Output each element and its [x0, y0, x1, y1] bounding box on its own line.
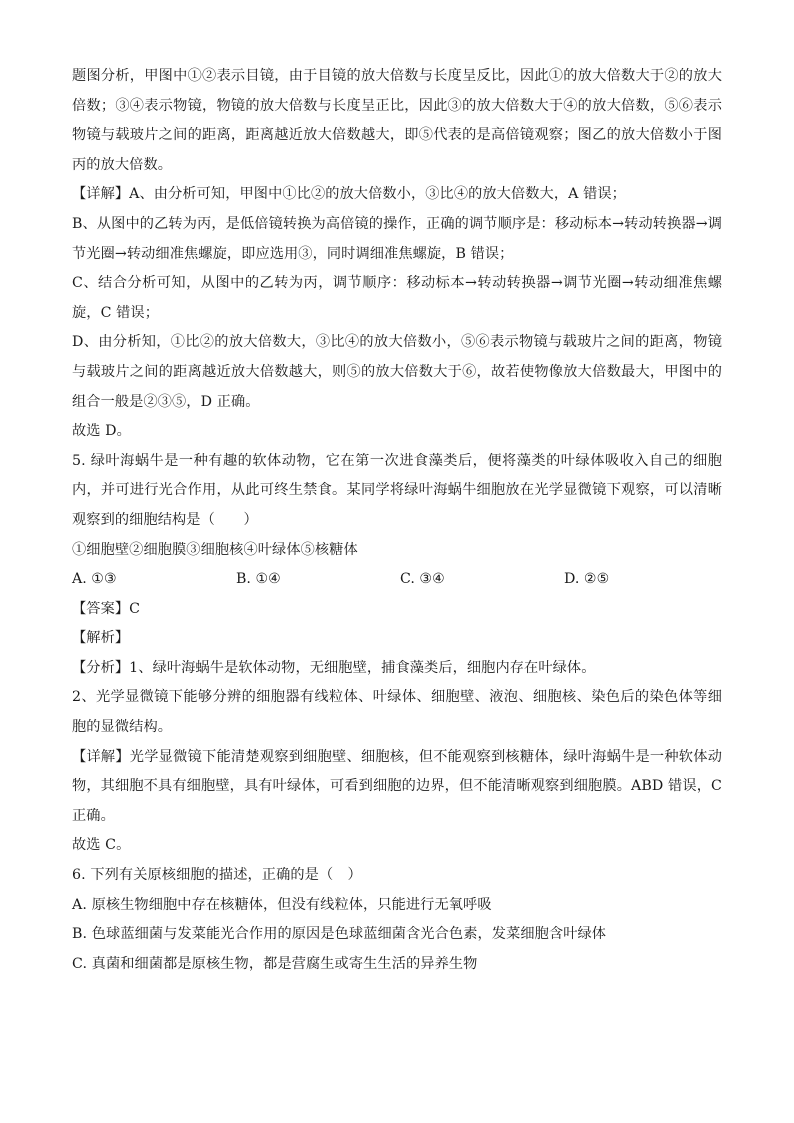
question-5-structures: ①细胞壁②细胞膜③细胞核④叶绿体⑤核糖体 [72, 541, 358, 558]
q5-option-c: C. ③④ [400, 571, 445, 588]
q5-answer: 【答案】C [72, 600, 141, 617]
analysis-paragraph: 题图分析，甲图中①②表示目镜，由于目镜的放大倍数与长度呈反比，因此①的放大倍数大于②的放大倍数；③④表示物镜，物镜的放大倍数与长度呈正比，因此③的放大倍数大于④的放大倍数，⑤⑥表示物镜与载玻片之间的距离，距离越近放大倍数越大，即⑤代表的是高倍镜观察；图乙的放大倍数小于图丙的放大倍数。 [72, 68, 722, 173]
q6-option-a: A. 原核生物细胞中存在核糖体，但没有线粒体，只能进行无氧呼吸 [72, 896, 492, 913]
q5-analysis-2: 2、光学显微镜下能够分辨的细胞器有线粒体、叶绿体、细胞壁、液泡、细胞核、染色后的染色体等细胞的显微结构。 [72, 689, 722, 736]
q6-option-c: C. 真菌和细菌都是原核生物，都是营腐生或寄生生活的异养生物 [72, 955, 478, 972]
q6-option-b: B. 色球蓝细菌与发菜能光合作用的原因是色球蓝细菌含光合色素，发菜细胞含叶绿体 [72, 926, 607, 943]
detail-option-b: B、从图中的乙转为丙，是低倍镜转换为高倍镜的操作，正确的调节顺序是：移动标本→转动转换器→调节光圈→转动细准焦螺旋，即应选用③，同时调细准焦螺旋，B 错误； [72, 215, 722, 262]
detail-option-d: D、由分析知，①比②的放大倍数大，③比④的放大倍数小，⑤⑥表示物镜与载玻片之间的距离，物镜与载玻片之间的距离越近放大倍数越大，则⑤的放大倍数大于⑥，故若使物像放大倍数最大，甲图中的组合一般是②③⑤，D 正确。 [72, 334, 722, 410]
question-5-stem: 5. 绿叶海蜗牛是一种有趣的软体动物，它在第一次进食藻类后，便将藻类的叶绿体吸收入自己的细胞内，并可进行光合作用，从此可终生禁食。某同学将绿叶海蜗牛细胞放在光学显微镜下观察，可以清晰观察到的细胞结构是（ ） [72, 452, 722, 528]
q5-explanation-heading: 【解析】 [72, 630, 130, 647]
question-6-stem: 6. 下列有关原核细胞的描述，正确的是（ ） [72, 867, 362, 884]
answer-choice-q4: 故选 D。 [72, 423, 131, 440]
question-5-options [72, 565, 722, 595]
q5-option-b: B. ①④ [236, 571, 281, 588]
q5-option-a: A. ①③ [72, 571, 117, 588]
detail-option-a: 【详解】A、由分析可知，甲图中①比②的放大倍数小，③比④的放大倍数大，A 错误； [72, 186, 626, 203]
q5-analysis-1: 【分析】1、绿叶海蜗牛是软体动物，无细胞壁，捕食藻类后，细胞内存在叶绿体。 [72, 659, 596, 676]
q5-answer-choice: 故选 C。 [72, 837, 131, 854]
q5-detail: 【详解】光学显微镜下能清楚观察到细胞壁、细胞核，但不能观察到核糖体，绿叶海蜗牛是一种软体动物，其细胞不具有细胞壁，具有叶绿体，可看到细胞的边界，但不能清晰观察到细胞膜。ABD 错误，C 正确。 [72, 748, 722, 824]
q5-option-d: D. ②⑤ [564, 571, 610, 588]
detail-option-c: C、结合分析可知，从图中的乙转为丙，调节顺序：移动标本→转动转换器→调节光圈→转动细准焦螺旋，C 错误； [72, 275, 722, 321]
